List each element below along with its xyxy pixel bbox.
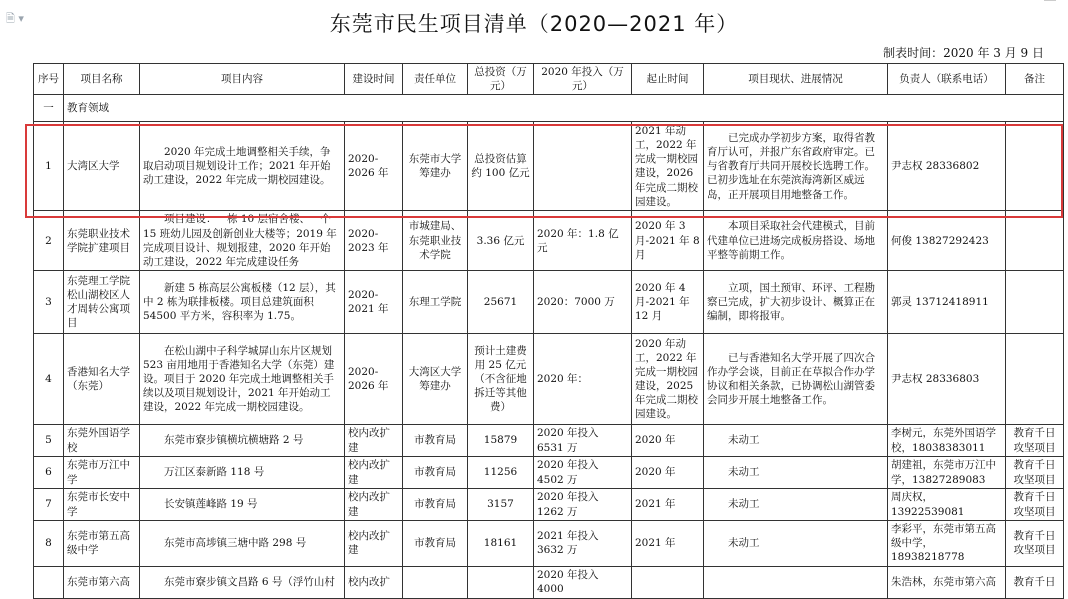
- header-cell: 建设时间: [345, 64, 403, 95]
- contact-cell: 李彩平，东莞市第五高级中学，18938218778: [888, 521, 1006, 567]
- remark-cell: [1006, 334, 1064, 425]
- build-time-cell: 校内改扩建: [345, 457, 403, 489]
- total-investment-cell: 3157: [468, 489, 534, 521]
- responsible-unit-cell: 东莞市大学筹建办: [403, 122, 468, 211]
- row-number-cell: 4: [34, 334, 64, 425]
- total-investment-cell: 预计土建费用 25 亿元（不含征地拆迁等其他费）: [468, 334, 534, 425]
- build-time-cell: 2020-2023 年: [345, 211, 403, 271]
- header-row: [34, 64, 1064, 95]
- period-cell: 2020 年: [632, 457, 704, 489]
- period-cell: [632, 566, 704, 598]
- period-cell: 2020 年动工，2022 年完成一期校园建设，2025 年完成二期校园建设。: [632, 334, 704, 425]
- header-cell: 序号: [34, 64, 64, 95]
- total-investment-cell: 11256: [468, 457, 534, 489]
- responsible-unit-cell: 市教育局: [403, 457, 468, 489]
- total-investment-cell: [468, 566, 534, 598]
- remark-cell: [1006, 271, 1064, 334]
- status-cell: [704, 566, 888, 598]
- contact-cell: 尹志权 28336803: [888, 334, 1006, 425]
- header-cell: 起止时间: [632, 64, 704, 95]
- contact-cell: 何俊 13827292423: [888, 211, 1006, 271]
- period-cell: 2021 年: [632, 521, 704, 567]
- row-number-cell: 2: [34, 211, 64, 271]
- table-row: [34, 211, 1064, 271]
- project-name-cell: 东莞市第六高: [64, 566, 140, 598]
- investment-2020-cell: 2020 年投入 4502 万: [534, 457, 632, 489]
- highlight-box: [25, 124, 1063, 218]
- status-cell: 未动工: [704, 489, 888, 521]
- contact-cell: 郭灵 13712418911: [888, 271, 1006, 334]
- investment-2020-cell: 2020：7000 万: [534, 271, 632, 334]
- section-number: 一: [34, 95, 64, 122]
- remark-cell: 教育千日: [1006, 566, 1064, 598]
- responsible-unit-cell: 市教育局: [403, 521, 468, 567]
- table-row: [34, 334, 1064, 425]
- page-title: 东莞市民生项目清单（2020—2021 年）: [329, 12, 739, 36]
- header-cell: 负责人（联系电话）: [888, 64, 1006, 95]
- header-cell: 项目名称: [64, 64, 140, 95]
- row-number-cell: 6: [34, 457, 64, 489]
- section-row: [34, 95, 1064, 122]
- section-title: 教育领域: [64, 95, 1064, 122]
- table-row: [34, 425, 1064, 457]
- total-investment-cell: 18161: [468, 521, 534, 567]
- table-row: [34, 566, 1064, 598]
- period-cell: 2020 年 3 月-2021 年 8 月: [632, 211, 704, 271]
- header-cell: 项目内容: [140, 64, 345, 95]
- contact-cell: 尹志权 28336802: [888, 122, 1006, 211]
- project-content-cell: 2020 年完成土地调整相关手续，争取启动项目规划设计工作；2021 年开始动工建设，2022 年完成一期校园建设。: [140, 122, 345, 211]
- status-cell: 立项，国土预审、环评、工程勘察已完成，扩大初步设计、概算正在编制，即将报审。: [704, 271, 888, 334]
- status-cell: 未动工: [704, 425, 888, 457]
- responsible-unit-cell: 市城建局、东莞职业技术学院: [403, 211, 468, 271]
- total-investment-cell: 15879: [468, 425, 534, 457]
- investment-2020-cell: 2020 年：1.8 亿元: [534, 211, 632, 271]
- status-cell: 本项目采取社会代建模式，目前代建单位已进场完成板房搭设、场地平整等前期工作。: [704, 211, 888, 271]
- status-cell: 已完成办学初步方案，取得省教育厅认可，并报广东省政府审定。已与省教育厅共同开展校长选聘工作。已初步选址在东莞滨海湾新区威远岛，正开展项目用地整备工作。: [704, 122, 888, 211]
- investment-2020-cell: 2021 年投入 3632 万: [534, 521, 632, 567]
- project-name-cell: 东莞市第五高级中学: [64, 521, 140, 567]
- project-name-cell: 东莞市长安中学: [64, 489, 140, 521]
- status-cell: 未动工: [704, 457, 888, 489]
- build-time-cell: 2020-2021 年: [345, 271, 403, 334]
- remark-cell: 教育千日攻坚项目: [1006, 457, 1064, 489]
- row-number-cell: [34, 566, 64, 598]
- project-content-cell: 项目建设：一栋 10 层宿舍楼、一个 15 班幼儿园及创新创业大楼等；2019 年完成项目设计、规划报建，2020 年开始动工建设，2022 年完成建设任务: [140, 211, 345, 271]
- window-corner: [1044, 0, 1056, 7]
- table-row: [34, 457, 1064, 489]
- period-cell: 2020 年 4 月-2021 年 12 月: [632, 271, 704, 334]
- period-cell: 2020 年: [632, 425, 704, 457]
- responsible-unit-cell: 大湾区大学筹建办: [403, 334, 468, 425]
- project-content-cell: 长安镇莲峰路 19 号: [140, 489, 345, 521]
- build-time-cell: 2020-2026 年: [345, 122, 403, 211]
- contact-cell: 周庆权，13922539081: [888, 489, 1006, 521]
- remark-cell: 教育千日攻坚项目: [1006, 521, 1064, 567]
- contact-cell: 李树元，东莞外国语学校，18038383011: [888, 425, 1006, 457]
- project-name-cell: 东莞职业技术学院扩建项目: [64, 211, 140, 271]
- row-number-cell: 5: [34, 425, 64, 457]
- contact-cell: 朱浩林，东莞市第六高: [888, 566, 1006, 598]
- project-content-cell: 东莞市寮步镇横坑横塘路 2 号: [140, 425, 345, 457]
- responsible-unit-cell: 东理工学院: [403, 271, 468, 334]
- project-content-cell: 东莞市高埗镇三塘中路 298 号: [140, 521, 345, 567]
- contact-cell: 胡建祖，东莞市万江中学，13827289083: [888, 457, 1006, 489]
- build-time-cell: 校内改扩: [345, 566, 403, 598]
- investment-2020-cell: 2020 年：: [534, 334, 632, 425]
- responsible-unit-cell: [403, 566, 468, 598]
- period-cell: 2021 年动工，2022 年完成一期校园建设，2026 年完成二期校园建设。: [632, 122, 704, 211]
- table-row: [34, 521, 1064, 567]
- project-name-cell: 东莞外国语学校: [64, 425, 140, 457]
- project-name-cell: 东莞理工学院松山湖校区人才周转公寓项目: [64, 271, 140, 334]
- header-cell: 备注: [1006, 64, 1064, 95]
- document-icon: 🗎 ▾: [6, 12, 24, 25]
- table-row: [34, 271, 1064, 334]
- responsible-unit-cell: 市教育局: [403, 489, 468, 521]
- header-cell: 2020 年投入（万元）: [534, 64, 632, 95]
- remark-cell: [1006, 211, 1064, 271]
- row-number-cell: 3: [34, 271, 64, 334]
- header-cell: 总投资（万元）: [468, 64, 534, 95]
- project-content-cell: 东莞市寮步镇文昌路 6 号（浮竹山村: [140, 566, 345, 598]
- project-name-cell: 东莞市万江中学: [64, 457, 140, 489]
- responsible-unit-cell: 市教育局: [403, 425, 468, 457]
- build-time-cell: 校内改扩建: [345, 489, 403, 521]
- project-name-cell: 香港知名大学（东莞）: [64, 334, 140, 425]
- build-time-cell: 校内改扩建: [345, 425, 403, 457]
- header-cell: 项目现状、进展情况: [704, 64, 888, 95]
- investment-2020-cell: 2020 年投入 4000: [534, 566, 632, 598]
- total-investment-cell: 3.36 亿元: [468, 211, 534, 271]
- project-content-cell: 新建 5 栋高层公寓板楼（12 层），其中 2 栋为联排板楼。项目总建筑面积 54500 平方米，容积率为 1.75。: [140, 271, 345, 334]
- total-investment-cell: 总投资估算约 100 亿元: [468, 122, 534, 211]
- row-number-cell: 1: [34, 122, 64, 211]
- remark-cell: 教育千日攻坚项目: [1006, 489, 1064, 521]
- row-number-cell: 7: [34, 489, 64, 521]
- table-row: [34, 489, 1064, 521]
- table-date: 制表时间：2020 年 3 月 9 日: [883, 46, 1044, 60]
- period-cell: 2021 年: [632, 489, 704, 521]
- project-content-cell: 在松山湖中子科学城屏山东片区规划 523 亩用地用于香港知名大学（东莞）建设。项目于 2020 年完成土地调整相关手续以及项目规划设计，2021 年开始动工建设，2022 年完成一期校园建设。: [140, 334, 345, 425]
- project-content-cell: 万江区泰新路 118 号: [140, 457, 345, 489]
- project-name-cell: 大湾区大学: [64, 122, 140, 211]
- total-investment-cell: 25671: [468, 271, 534, 334]
- build-time-cell: 2020-2026 年: [345, 334, 403, 425]
- row-number-cell: 8: [34, 521, 64, 567]
- remark-cell: 教育千日攻坚项目: [1006, 425, 1064, 457]
- header-cell: 责任单位: [403, 64, 468, 95]
- status-cell: 未动工: [704, 521, 888, 567]
- build-time-cell: 校内改扩建: [345, 521, 403, 567]
- investment-2020-cell: 2020 年投入 1262 万: [534, 489, 632, 521]
- status-cell: 已与香港知名大学开展了四次合作办学会谈，目前正在草拟合作办学协议和相关条款，已协调松山湖管委会同步开展土地整备工作。: [704, 334, 888, 425]
- investment-2020-cell: 2020 年投入 6531 万: [534, 425, 632, 457]
